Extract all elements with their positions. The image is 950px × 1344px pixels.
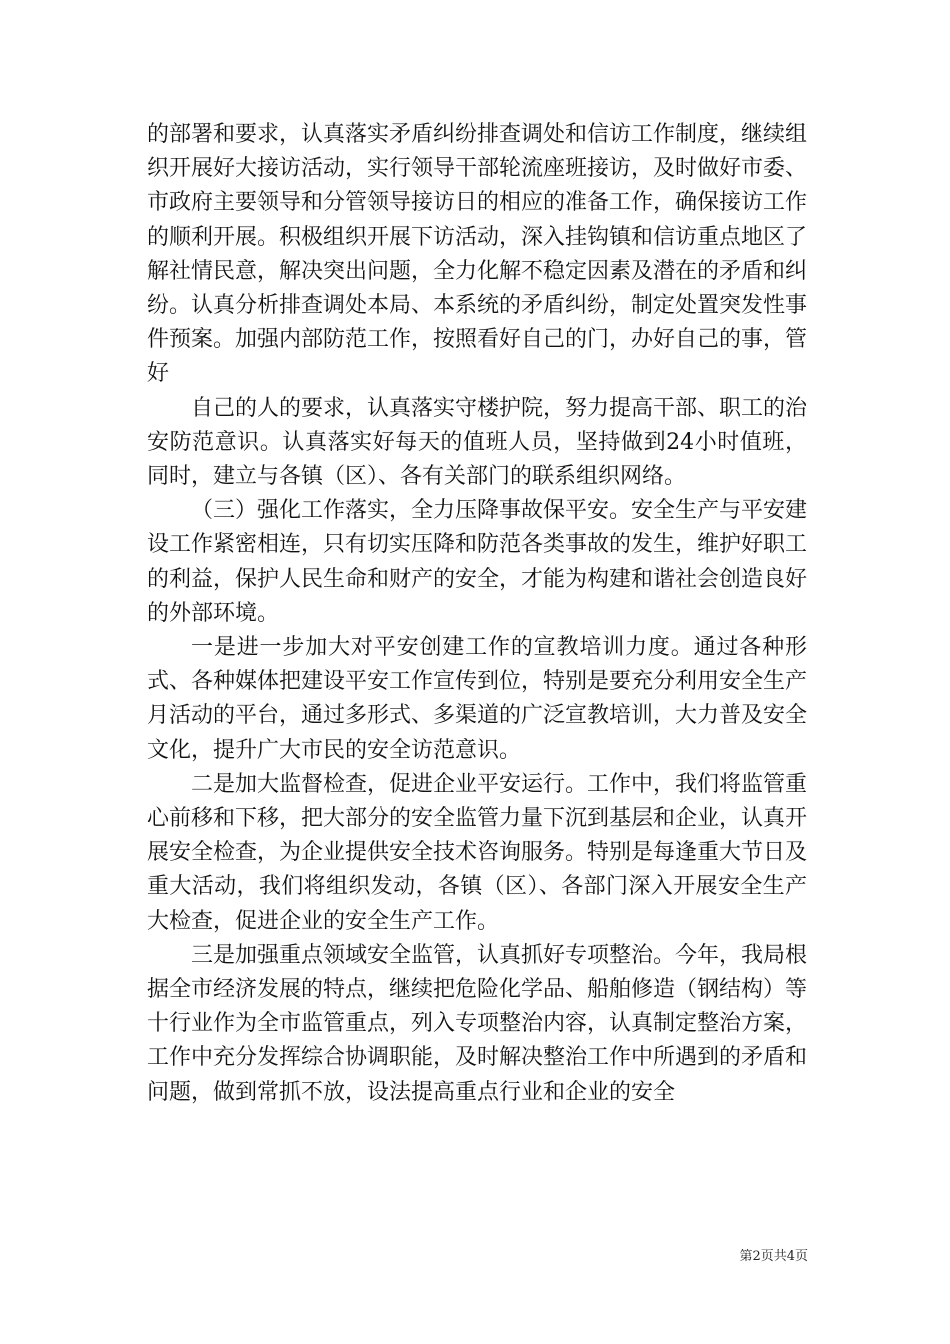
paragraph-5: 二是加大监督检查，促进企业平安运行。工作中，我们将监管重心前移和下移，把大部分的安全监管力量下沉到基层和企业，认真开展安全检查，为企业提供安全技术咨询服务。特别是每逢重大节日及重大活动，我们将组织发动，各镇（区）、各部门深入开展安全生产大检查，促进企业的安全生产工作。 bbox=[147, 771, 808, 934]
paragraph-2: 自己的人的要求，认真落实守楼护院，努力提高干部、职工的治安防范意识。认真落实好每天的值班人员，坚持做到24小时值班，同时，建立与各镇（区）、各有关部门的联系组织网络。 bbox=[147, 395, 808, 490]
paragraph-4: 一是进一步加大对平安创建工作的宣教培训力度。通过各种形式、各种媒体把建设平安工作宣传到位，特别是要充分利用安全生产月活动的平台，通过多形式、多渠道的广泛宣教培训，大力普及安全文化，提升广大市民的安全访范意识。 bbox=[147, 635, 808, 763]
page-number-footer: 第2页共4页 bbox=[739, 1249, 808, 1264]
paragraph-6: 三是加强重点领域安全监管，认真抓好专项整治。今年，我局根据全市经济发展的特点，继续把危险化学品、船舶修造（钢结构）等十行业作为全市监管重点，列入专项整治内容，认真制定整治方案，工作中充分发挥综合协调职能，及时解决整治工作中所遇到的矛盾和问题，做到常抓不放，设法提高重点行业和企业的安全 bbox=[147, 942, 808, 1105]
paragraph-3: （三）强化工作落实，全力压降事故保平安。安全生产与平安建设工作紧密相连，只有切实压降和防范各类事故的发生，维护好职工的利益，保护人民生命和财产的安全，才能为构建和谐社会创造良好的外部环境。 bbox=[147, 498, 808, 626]
document-body bbox=[147, 118, 807, 1110]
paragraph-1: 的部署和要求，认真落实矛盾纠纷排查调处和信访工作制度，继续组织开展好大接访活动，实行领导干部轮流座班接访，及时做好市委、市政府主要领导和分管领导接访日的相应的准备工作，确保接访工作的顺利开展。积极组织开展下访活动，深入挂钩镇和信访重点地区了解社情民意，解决突出问题，全力化解不稳定因素及潜在的矛盾和纠纷。认真分析排查调处本局、本系统的矛盾纠纷，制定处置突发性事件预案。加强内部防范工作，按照看好自己的门，办好自己的事，管好 bbox=[147, 122, 808, 387]
